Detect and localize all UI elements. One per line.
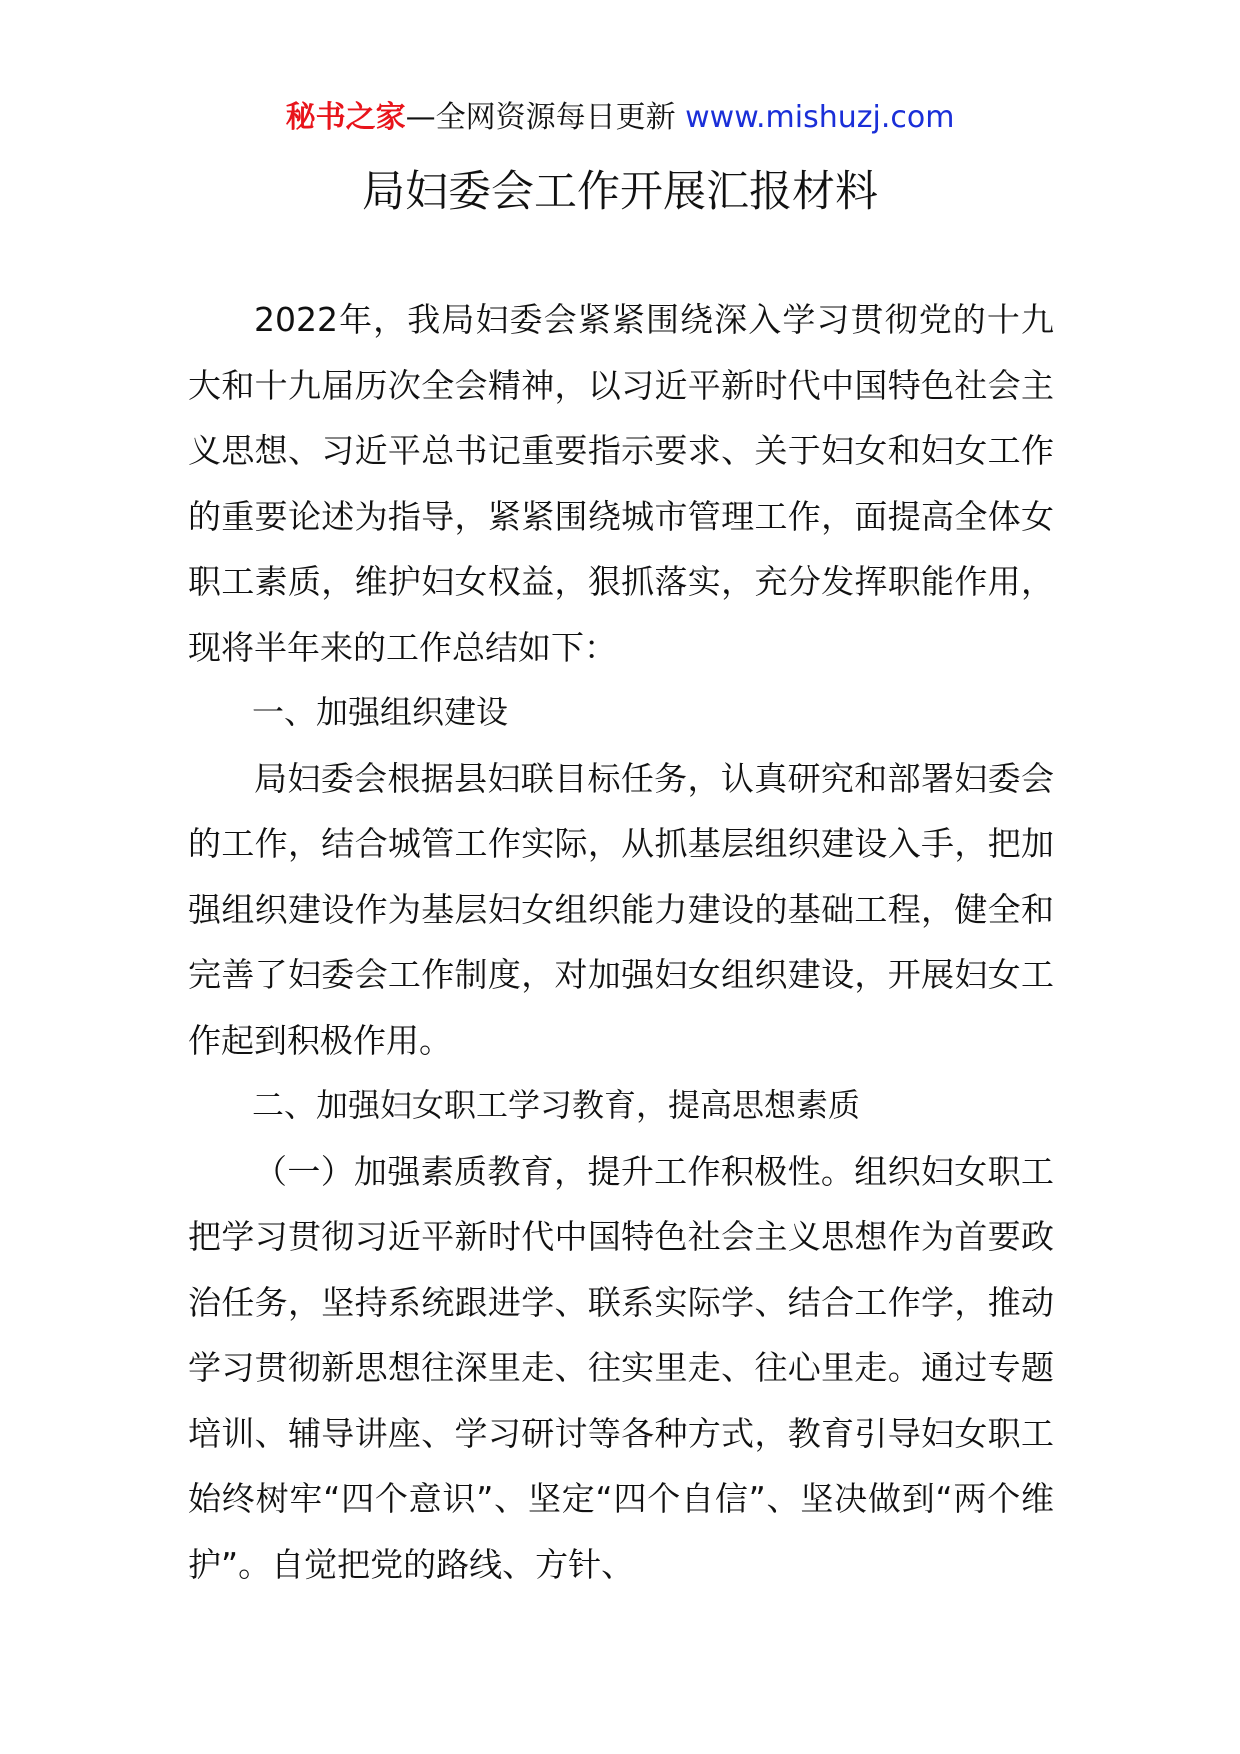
section-heading-1: 一、加强组织建设 <box>252 693 509 731</box>
section-1-paragraph: 局妇委会根据县妇联目标任务，认真研究和部署妇委会的工作，结合城管工作实际，从抓基层组织建设入手，把加强组织建设作为基层妇女组织能力建设的基础工程，健全和完善了妇委会工作制度，对加强妇女组织建设，开展妇女工作起到积极作用。 <box>188 758 1054 1060</box>
site-url-link[interactable]: www.mishuzj.com <box>685 100 955 135</box>
section-heading-2: 二、加强妇女职工学习教育，提高思想素质 <box>252 1086 861 1124</box>
site-name: 秘书之家 <box>285 100 406 135</box>
section-2-paragraph: （一）加强素质教育，提升工作积极性。组织妇女职工把学习贯彻习近平新时代中国特色社会主义思想作为首要政治任务，坚持系统跟进学、联系实际学、结合工作学，推动学习贯彻新思想往深里走、往实里走、往心里走。通过专题培训、辅导讲座、学习研讨等各种方式，教育引导妇女职工始终树牢“四个意识”、坚定“四个自信”、坚决做到“两个维护”。自觉把党的路线、方针、 <box>188 1151 1054 1584</box>
watermark-header <box>0 98 1240 138</box>
intro-paragraph: 2022年，我局妇委会紧紧围绕深入学习贯彻党的十九大和十九届历次全会精神，以习近平新时代中国特色社会主义思想、习近平总书记重要指示要求、关于妇女和妇女工作的重要论述为指导，紧紧围绕城市管理工作，面提高全体女职工素质，维护妇女权益，狠抓落实，充分发挥职能作用，现将半年来的工作总结如下： <box>188 300 1054 667</box>
site-slogan: —全网资源每日更新 <box>405 100 676 135</box>
document-title: 局妇委会工作开展汇报材料 <box>362 167 878 217</box>
document-body <box>188 287 1054 1597</box>
